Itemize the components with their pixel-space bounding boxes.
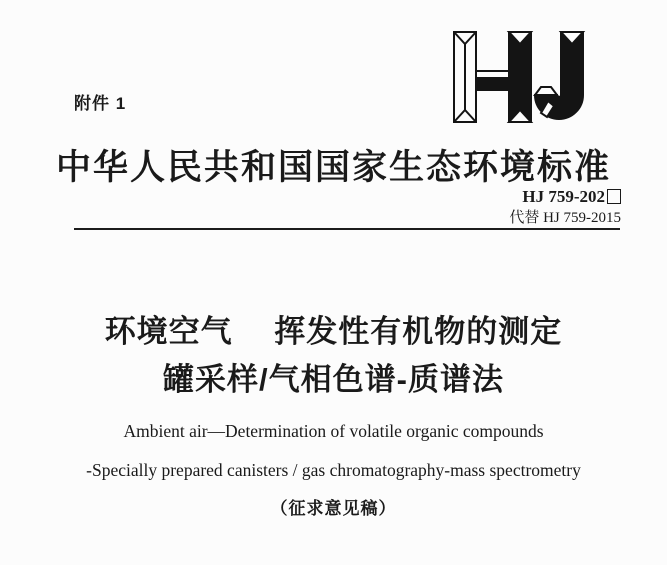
attachment-label: 附件 1 xyxy=(74,94,127,113)
title-en-line1: Ambient air—Determination of volatile organic compounds xyxy=(123,421,544,441)
title-cn-line2: 罐采样/气相色谱-质谱法 xyxy=(163,362,504,397)
draft-note: （征求意见稿） xyxy=(270,499,397,518)
year-placeholder-box xyxy=(607,189,621,204)
title-cn-line1: 环境空气 挥发性有机物的测定 xyxy=(104,314,563,349)
hj-logo-icon xyxy=(451,29,591,127)
replaces-note: 代替 HJ 759-2015 xyxy=(509,210,621,227)
standard-number-block xyxy=(509,186,621,228)
header-rule xyxy=(74,228,620,230)
standard-heading: 中华人民共和国国家生态环境标准 xyxy=(55,148,611,187)
standard-code xyxy=(509,186,621,207)
title-en-line2: -Specially prepared canisters / gas chromatography-mass spectrometry xyxy=(86,460,581,480)
standard-code-text: HJ 759-202 xyxy=(522,187,605,206)
